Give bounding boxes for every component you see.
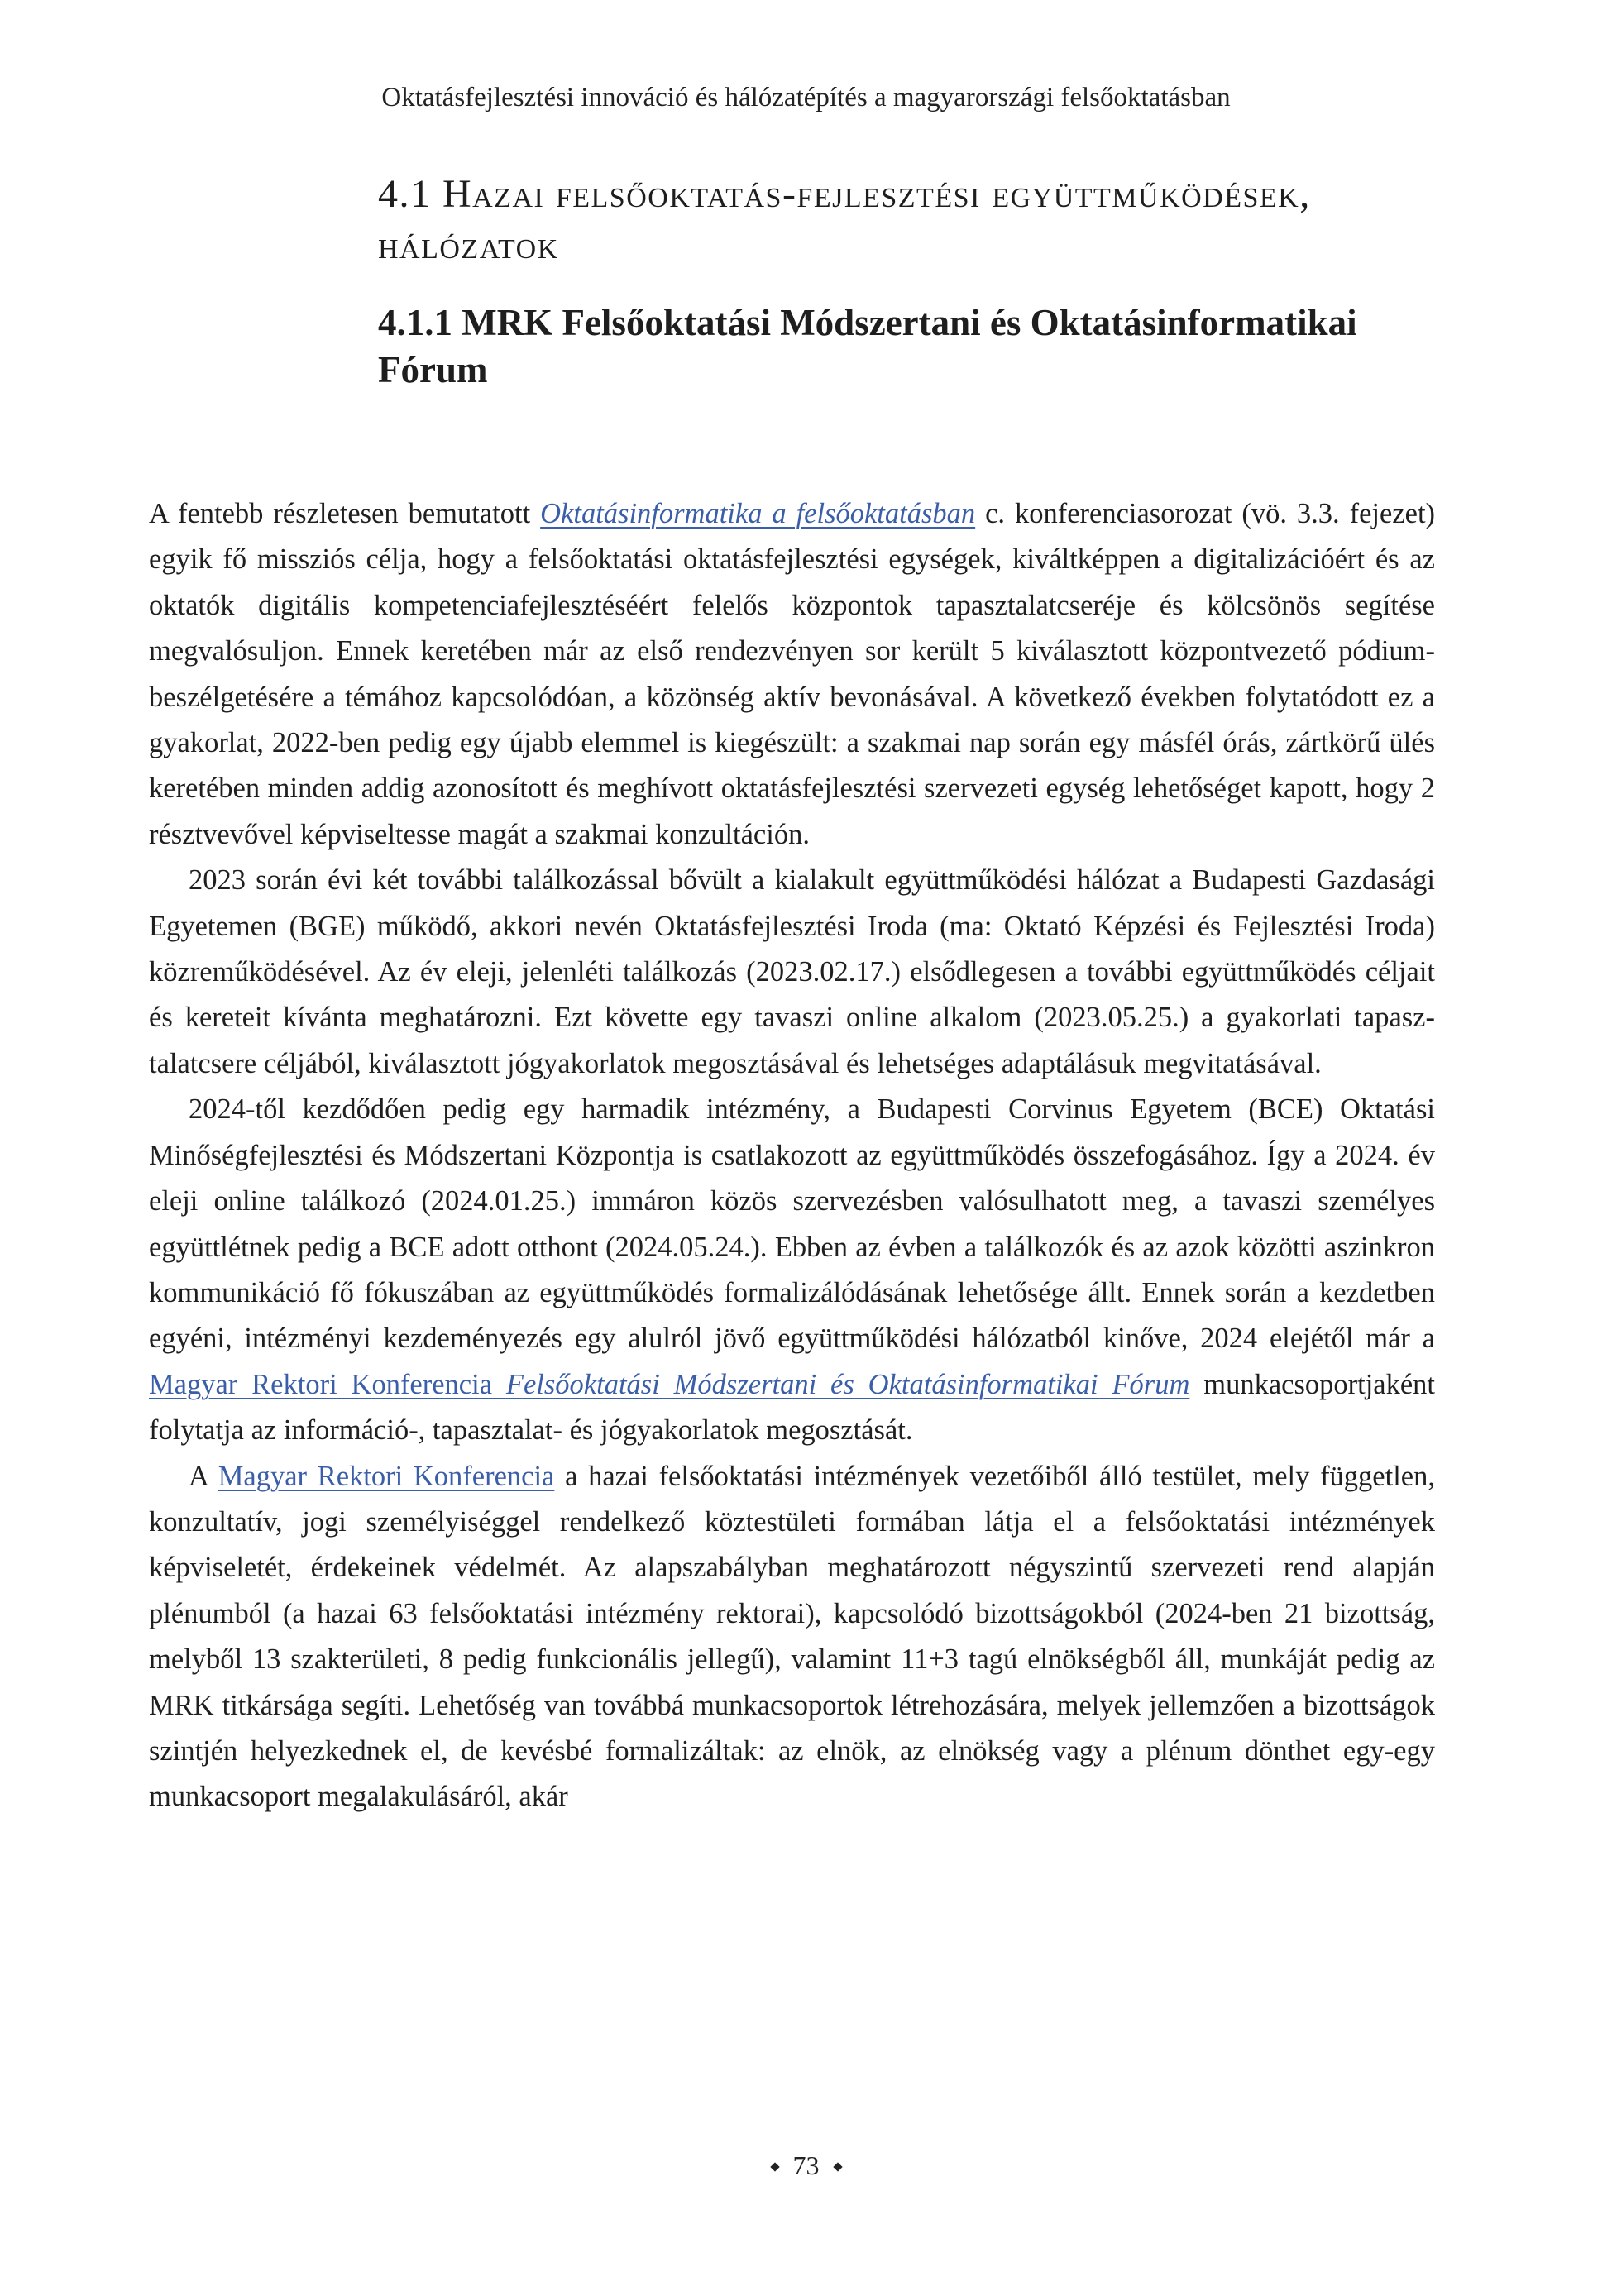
- section-number: 4.1: [378, 172, 432, 216]
- paragraph-1: [149, 491, 1435, 858]
- running-header: Oktatásfejlesztési innováció és hálózatépítés a magyarországi felsőoktatásban: [381, 83, 1231, 112]
- page-number-footer: [0, 2149, 1612, 2182]
- link-mrk-forum[interactable]: [149, 1369, 1189, 1400]
- diamond-ornament-icon: [770, 2162, 779, 2171]
- paragraph-text: 2024-től kezdődően pedig egy harmadik intézmény, a Budapesti Corvinus Egyetem (BCE) Oktatási Minőségfejlesztési és Módszertani Központja is csatlakozott az együttműködés összefogásához. Így a 2024. év eleji online találkozó (2024.01.25.) immáron közös szervezésben valósulhatott meg, a tavaszi személyes együttlétnek pedig a BCE adott otthont (2024.05.24.). Ebben az évben a találkozók és az azok közötti aszinkron kommunikáció fő fókuszában az együttműködés formalizálódásának lehetősége állt. Ennek során a kezdetben egyéni, intézményi kezdeményezés egy alulról jövő együttműködési hálózatból kinőve, 2024 elejétől már a: [149, 1093, 1435, 1355]
- subsection-heading: [378, 299, 1370, 394]
- link-text-regular: Magyar Rektori Konferencia: [149, 1368, 493, 1400]
- section-heading: [378, 169, 1453, 271]
- diamond-ornament-icon: [833, 2162, 842, 2171]
- paragraph-2: 2023 során évi két további találkozással bővült a kialakult együttműködési hálózat a Budapesti Gazdasági Egyetemen (BGE) működő, akkori nevén Oktatásfejlesztési Iroda (ma: Oktató Képzési és Fejlesztési Iroda) közreműködésével. Az év eleji, jelenléti találkozás (2023.02.17.) elsődlegesen a további együttműködés céljait és kereteit kívánta meghatározni. Ezt követte egy tavaszi online alkalom (2023.05.25.) a gyakorlati tapasztalatcsere céljából, kiválasztott jógyakorlatok megosztásával és lehetséges adaptálásuk megvitatásával.: [149, 864, 1435, 1079]
- subsection-title: MRK Felsőoktatási Módszertani és Oktatásinformatikai Fórum: [378, 302, 1357, 390]
- link-text-italic: Felsőoktatási Módszertani és Oktatásinformatikai Fórum: [505, 1368, 1190, 1400]
- paragraph-3: [149, 1087, 1435, 1453]
- link-magyar-rektori-konferencia[interactable]: Magyar Rektori Konferencia: [218, 1460, 555, 1492]
- subsection-number: 4.1.1: [378, 302, 452, 343]
- paragraph-text: munkacsoportjaként folytatja az információ-, tapasztalat- és jógyakorlatok megosztását.: [149, 1368, 1436, 1447]
- paragraph-text: A fentebb részletesen bemutatott: [149, 498, 541, 529]
- paragraph-4: [149, 1454, 1435, 1820]
- page-number: 73: [792, 2150, 820, 2180]
- paragraph-text: A: [189, 1460, 218, 1492]
- section-title: Hazai felsőoktatás-fejlesztési együttműködések, hálózatok: [378, 172, 1311, 267]
- link-oktatasinformatika-conference[interactable]: Oktatásinformatika a felsőoktatásban: [540, 498, 976, 529]
- paragraph-text: a hazai felsőoktatási intézmények vezetőiből álló testület, mely független, konzultatív, jogi személyiséggel rendelkező köztestületi formában látja el a felsőoktatási intézmények képviseletét, érdekeinek védelmét. Az alapszabályban meghatározott négyszintű szervezeti rend alapján plénumból (a hazai 63 felsőoktatási intézmény rektorai), kapcsolódó bizottságokból (2024-ben 21 bizottság, melyből 13 szakterületi, 8 pedig funkcionális jellegű), valamint 11+3 tagú elnökségből áll, munkáját pedig az MRK titkársága segíti. Lehetőség van továbbá munkacsoportok létrehozására, melyek jellemzően a bizottságok szintjén helyezkednek el, de kevésbé formalizáltak: az elnök, az elnökség vagy a plénum dönthet egy-egy munkacsoport megalakulásáról, akár: [149, 1460, 1435, 1813]
- paragraph-text: c. konferenciasorozat (vö. 3.3. fejezet) egyik fő missziós célja, hogy a felsőoktatási oktatásfejlesztési egységek, kiváltképpen a digitalizációért és az oktatók digitális kompetenciafejlesztéséért felelős központok tapasztalatcseréje és kölcsönös segítése megvalósuljon. Ennek keretében már az első rendezvényen sor került 5 kiválasztott központvezető pódiumbeszélgetésére a témához kapcsolódóan, a közönség aktív bevonásával. A következő években folytatódott ez a gyakorlat, 2022-ben pedig egy újabb elemmel is kiegészült: a szakmai nap során egy másfél órás, zártkörű ülés keretében minden addig azonosított és meghívott oktatásfejlesztési szervezeti egység lehetőséget kapott, hogy 2 résztvevővel képviseltesse magát a szakmai konzultáción.: [149, 498, 1436, 850]
- body-text: [149, 491, 1435, 1820]
